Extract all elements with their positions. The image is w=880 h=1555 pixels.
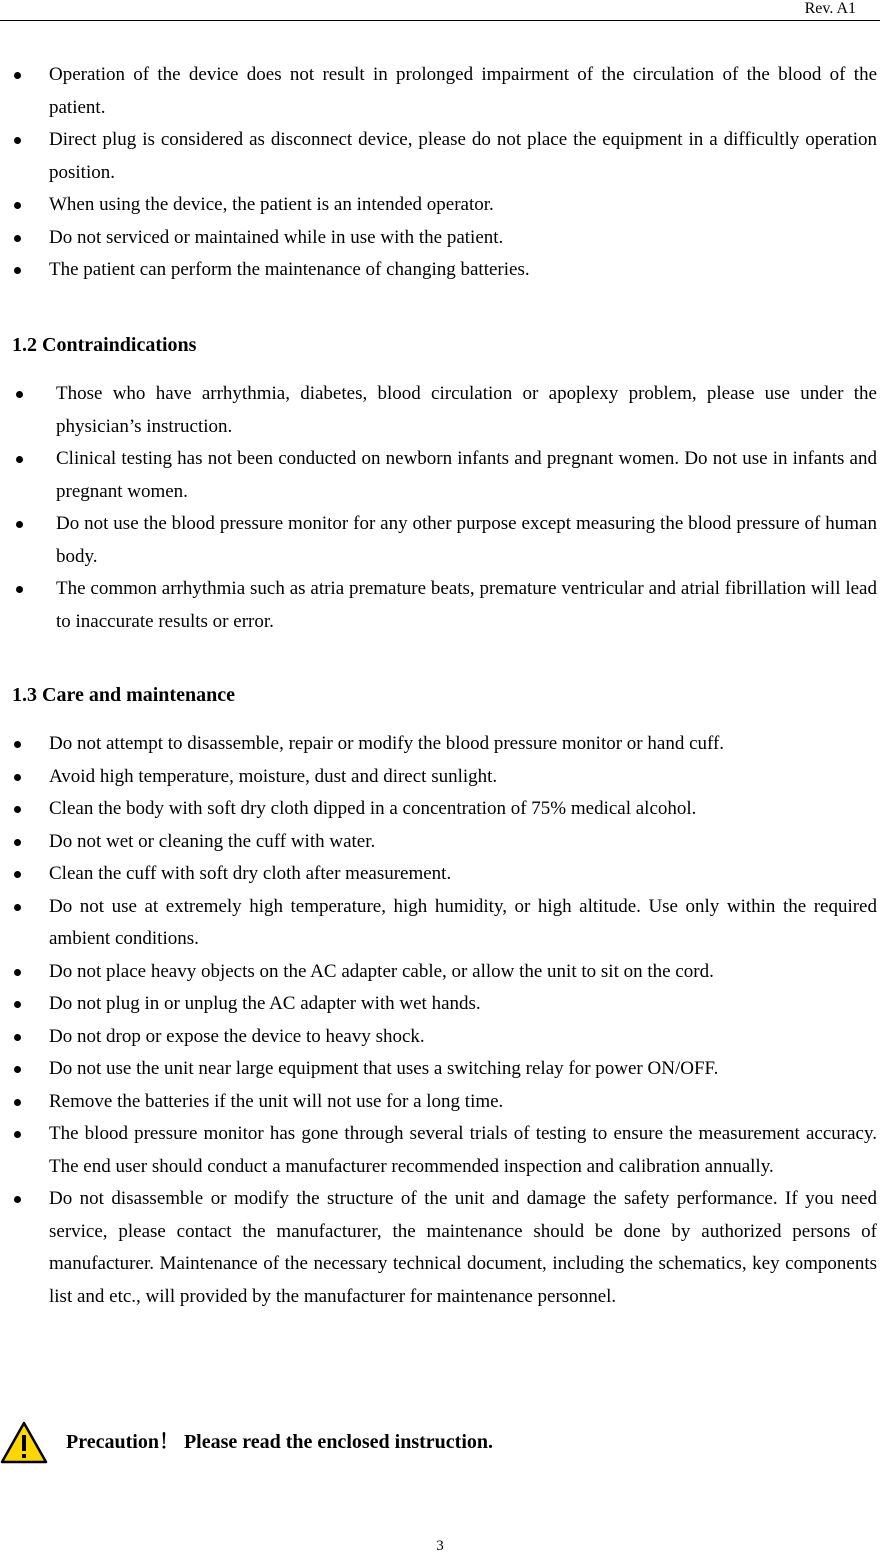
list-item-text: Do not serviced or maintained while in use with the patient. (49, 226, 504, 248)
list-item (0, 988, 880, 1021)
page-number: 3 (436, 1538, 444, 1554)
list-item (0, 443, 880, 508)
list-item (0, 891, 880, 956)
contraindications-list (0, 378, 880, 638)
list-item (0, 793, 880, 826)
list-item-text: Clean the cuff with soft dry cloth after measurement. (49, 863, 452, 884)
list-item-text: Clean the body with soft dry cloth dipped in a concentration of 75% medical alcohol. (49, 798, 697, 819)
list-item (0, 189, 880, 222)
bullet-icon (14, 904, 21, 911)
list-item (0, 124, 880, 189)
list-item (0, 222, 880, 255)
precaution-text: Precaution！ Please read the enclosed instruction. (66, 1431, 493, 1453)
list-item (0, 1021, 880, 1054)
list-item-text: Avoid high temperature, moisture, dust and direct sunlight. (49, 765, 498, 787)
list-item-text: Direct plug is considered as disconnect device, please do not place the equipment in a difficultly operation position. (49, 129, 877, 183)
list-item (0, 858, 880, 891)
list-item-text: Do not attempt to disassemble, repair or modify the blood pressure monitor or hand cuff. (49, 733, 725, 754)
list-item-text: Remove the batteries if the unit will not use for a long time. (49, 1090, 504, 1112)
bullet-icon (14, 1099, 21, 1106)
list-item (0, 254, 880, 287)
intro-list (0, 59, 880, 287)
care-list (0, 728, 880, 1313)
revision-label: Rev. A1 (804, 0, 856, 17)
list-item-text: Do not drop or expose the device to heavy shock. (49, 1025, 425, 1047)
list-item (0, 1183, 880, 1313)
list-item (0, 956, 880, 989)
bullet-icon (16, 586, 23, 593)
bullet-icon (14, 1196, 21, 1203)
list-item (0, 1118, 880, 1183)
list-item-text: Do not use at extremely high temperature, high humidity, or high altitude. Use only within the required ambient conditions. (49, 895, 877, 949)
bullet-icon (14, 806, 21, 813)
bullet-icon (14, 1034, 21, 1041)
list-item (0, 573, 880, 638)
bullet-icon (14, 202, 21, 209)
list-item-text: Do not disassemble or modify the structure of the unit and damage the safety performance. If you need service, please contact the manufacturer, the maintenance should be done by authorized persons of manufacturer. Maintenance of the necessary technical document, including the schematics, key components list and etc., will provided by the manufacturer for maintenance personnel. (49, 1188, 877, 1307)
bullet-icon (14, 137, 21, 144)
list-item (0, 508, 880, 573)
list-item-text: Do not place heavy objects on the AC adapter cable, or allow the unit to sit on the cord. (49, 960, 714, 982)
bullet-icon (14, 774, 21, 781)
bullet-icon (14, 839, 21, 846)
list-item (0, 59, 880, 124)
contraindications-heading: 1.2 Contraindications (12, 334, 197, 356)
list-item-text: When using the device, the patient is an intended operator. (49, 194, 494, 215)
list-item-text: Do not plug in or unplug the AC adapter with wet hands. (49, 993, 481, 1014)
list-item-text: The common arrhythmia such as atria premature beats, premature ventricular and atrial fibrillation will lead to inaccurate results or error. (56, 578, 877, 632)
list-item-text: Clinical testing has not been conducted on newborn infants and pregnant women. Do not use in infants and pregnant women. (56, 448, 877, 502)
bullet-icon (14, 741, 21, 748)
bullet-icon (14, 1131, 21, 1138)
bullet-icon (14, 969, 21, 976)
header-rule (0, 20, 880, 21)
list-item-text: Do not use the blood pressure monitor for any other purpose except measuring the blood pressure of human body. (56, 513, 877, 567)
care-heading: 1.3 Care and maintenance (12, 684, 235, 706)
bullet-icon (16, 456, 23, 463)
list-item (0, 728, 880, 761)
list-item-text: The blood pressure monitor has gone through several trials of testing to ensure the measurement accuracy. The end user should conduct a manufacturer recommended inspection and calibration annually. (49, 1123, 877, 1177)
bullet-icon (14, 72, 21, 79)
list-item-text: Operation of the device does not result in prolonged impairment of the circulation of the blood of the patient. (49, 64, 877, 118)
bullet-icon (14, 267, 21, 274)
bullet-icon (16, 391, 23, 398)
bullet-icon (14, 1066, 21, 1073)
list-item-text: Those who have arrhythmia, diabetes, blood circulation or apoplexy problem, please use under the physician’s instruction. (56, 383, 877, 437)
bullet-icon (14, 235, 21, 242)
list-item (0, 761, 880, 794)
list-item-text: The patient can perform the maintenance of changing batteries. (49, 259, 530, 280)
list-item-text: Do not wet or cleaning the cuff with water. (49, 830, 376, 852)
list-item (0, 378, 880, 443)
warning-icon (0, 1421, 48, 1465)
list-item (0, 826, 880, 859)
bullet-icon (16, 521, 23, 528)
list-item (0, 1086, 880, 1119)
list-item (0, 1053, 880, 1086)
bullet-icon (14, 1001, 21, 1008)
list-item-text: Do not use the unit near large equipment that uses a switching relay for power ON/OFF. (49, 1058, 719, 1079)
bullet-icon (14, 871, 21, 878)
